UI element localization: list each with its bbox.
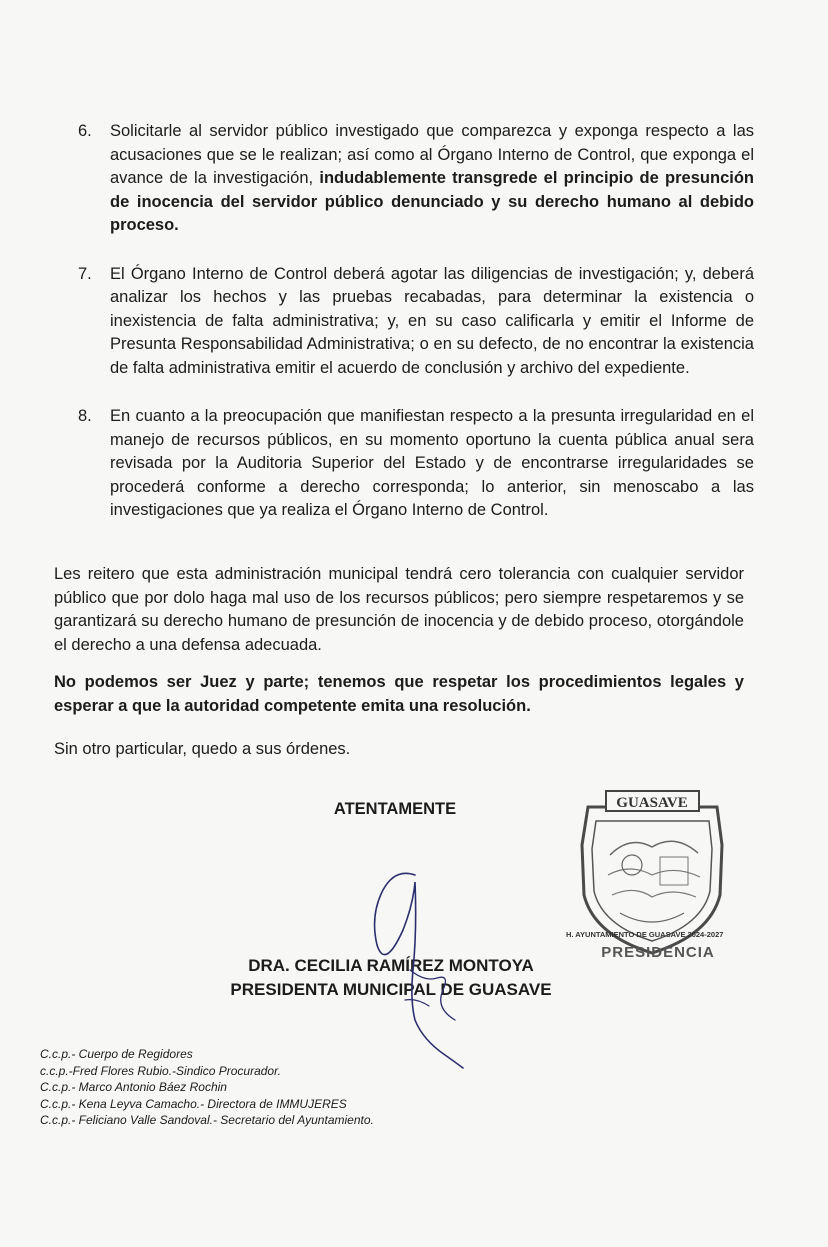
list-item-bold-text: indudablemente transgrede el principio de presunción de inocencia del servidor público denunciado y su derecho humano al debido proceso.	[110, 169, 754, 234]
bold-statement: No podemos ser Juez y parte; tenemos que respetar los procedimientos legales y esperar a que la autoridad competente emita una resolución.	[54, 673, 744, 715]
copy-list	[40, 1046, 500, 1129]
reiteration-paragraph: Les reitero que esta administración municipal tendrá cero tolerancia con cualquier servidor público que por dolo haga mal uso de los recursos públicos; pero siempre respetaremos y se garantizará su derecho humano de presunción de inocencia y de debido proceso, otorgándole el derecho a una defensa adecuada.	[54, 565, 744, 654]
copy-recipient: c.c.p.-Fred Flores Rubio.-Sindico Procurador.	[40, 1063, 281, 1078]
copy-recipient: C.c.p.- Feliciano Valle Sandoval.- Secretario del Ayuntamiento.	[40, 1113, 374, 1127]
list-item-number: 8.	[78, 407, 92, 425]
handwritten-signature-icon	[355, 870, 485, 1070]
list-item-number: 6.	[78, 122, 92, 140]
numbered-list	[78, 120, 754, 548]
list-item-number: 7.	[78, 264, 92, 283]
seal-caption: H. AYUNTAMIENTO DE GUASAVE 2024-2027	[566, 930, 724, 939]
signer-title: PRESIDENTA MUNICIPAL DE GUASAVE	[230, 980, 552, 999]
list-item	[78, 405, 754, 523]
atentamente-label: ATENTAMENTE	[333, 800, 457, 818]
copy-recipient: C.c.p.- Cuerpo de Regidores	[40, 1047, 193, 1061]
list-item-text: Solicitarle al servidor público investigado que comparezca y exponga respecto a las acusaciones que se le realizan; así como al Órgano Interno de Control, que exponga el avance de la investigación, indudablemente transgrede el principio de presunción de inocencia del servidor público denunciado y su derecho humano al debido proceso.	[110, 122, 754, 234]
list-item	[78, 263, 754, 381]
closing-line: Sin otro particular, quedo a sus órdenes.	[54, 740, 351, 758]
seal-banner-text: GUASAVE	[616, 795, 688, 811]
list-item-text: El Órgano Interno de Control deberá agotar las diligencias de investigación; y, deberá analizar los hechos y las pruebas recabadas, para determinar la existencia o inexistencia de falta administrativa; y, en su caso calificarla y emitir el Informe de Presunta Responsabilidad Administrativa; o en su defecto, de no encontrar la existencia de falta administrativa emitir el acuerdo de conclusión y archivo del expediente.	[110, 264, 754, 377]
copy-recipient: C.c.p.- Kena Leyva Camacho.- Directora de IMMUJERES	[40, 1096, 347, 1111]
list-item	[78, 120, 754, 238]
list-item-text: En cuanto a la preocupación que manifiestan respecto a la presunta irregularidad en el manejo de recursos públicos, en su momento oportuno la cuenta pública anual sera revisada por la Auditoria Superior del Estado y de encontrarse irregularidades se procederá conforme a derecho corresponda; lo anterior, sin menoscabo a las investigaciones que ya realiza el Órgano Interno de Control.	[110, 407, 754, 519]
signer-name: DRA. CECILIA RAMÍREZ MONTOYA	[248, 956, 534, 975]
presidencia-stamp: PRESIDENCIA	[601, 944, 715, 961]
copy-recipient: C.c.p.- Marco Antonio Báez Rochin	[40, 1080, 227, 1094]
